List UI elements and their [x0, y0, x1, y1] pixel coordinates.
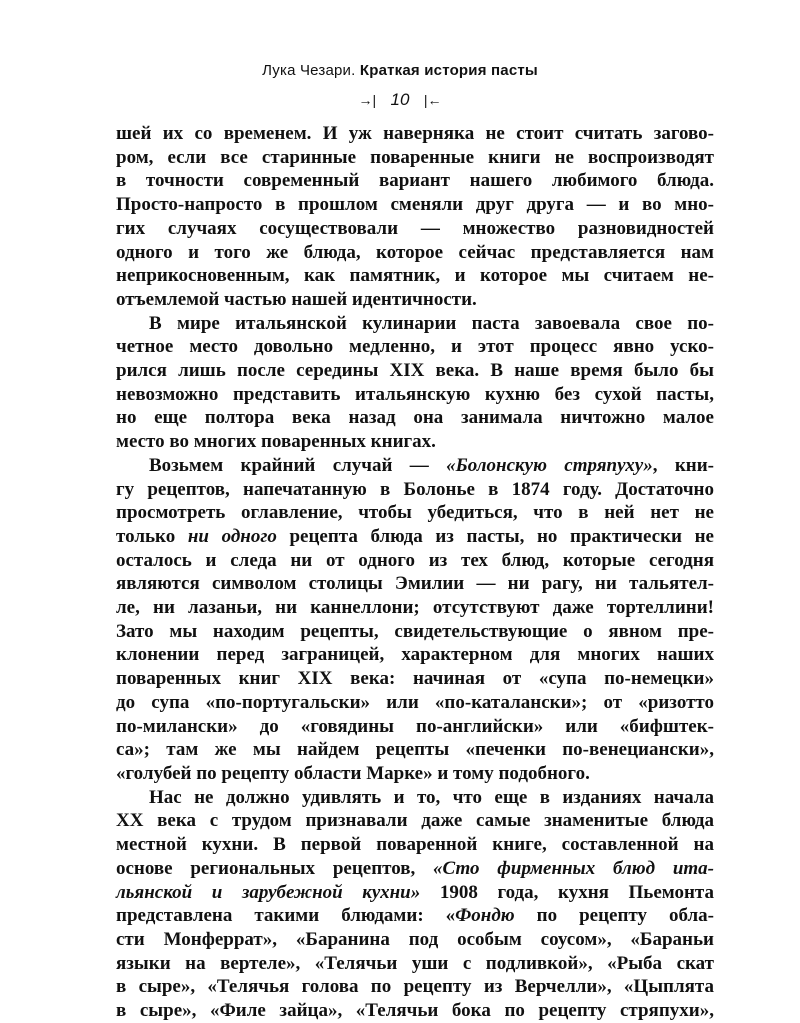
text-run: осталось и следа ни от одного из тех блюд, которые сегодня	[116, 549, 714, 571]
text-line	[116, 525, 714, 549]
text-line	[116, 762, 714, 786]
text-run: Нас не должно удивлять и то, что еще в изданиях начала	[149, 786, 714, 808]
text-run: рецепта блюда из пасты, но практически не	[276, 525, 714, 547]
text-line	[116, 952, 714, 976]
italic-title-text: Фондю	[455, 905, 515, 927]
text-run: рился лишь после середины XIX века. В наше время было бы	[116, 360, 714, 382]
text-run: являются символом столицы Эмилии — ни рагу, ни тальятел-	[116, 573, 714, 595]
text-line	[116, 975, 714, 999]
text-run: только	[116, 525, 188, 547]
text-line	[116, 738, 714, 762]
text-run: в сыре», «Телячья голова по рецепту из Верчелли», «Цыплята	[116, 976, 714, 998]
text-line	[116, 691, 714, 715]
text-run: но еще полтора века назад она занимала ничтожно малое	[116, 407, 714, 429]
text-run: основе региональных рецептов,	[116, 857, 434, 879]
text-line	[116, 146, 714, 170]
text-line	[116, 122, 714, 146]
text-run: просмотреть оглавление, чтобы убедиться, что в ней нет не	[116, 502, 714, 524]
italic-title-text: «Сто фирменных блюд ита-	[433, 857, 714, 879]
text-line	[116, 501, 714, 525]
text-line	[116, 904, 714, 928]
text-run: одного и того же блюда, которое сейчас представляется нам	[116, 241, 714, 263]
text-line	[116, 643, 714, 667]
text-line	[116, 335, 714, 359]
text-run: четное место довольно медленно, и этот процесс явно уско-	[116, 336, 714, 358]
italic-title-text: льянской и зарубежной кухни»	[116, 881, 421, 903]
text-line	[116, 833, 714, 857]
book-title: Краткая история пасты	[359, 62, 538, 79]
text-line	[116, 809, 714, 833]
text-run: 1908 года, кухня Пьемонта	[420, 881, 714, 903]
page-number: 10	[390, 90, 410, 109]
text-run: шей их со временем. И уж наверняка не стоит считать загово-	[116, 123, 714, 144]
text-run: ром, если все старинные поваренные книги не воспроизводят	[116, 146, 714, 168]
text-line	[116, 430, 714, 454]
text-line	[116, 549, 714, 573]
text-run: в точности современный вариант нашего любимого блюда.	[116, 170, 714, 192]
author-name: Лука Чезари.	[262, 62, 356, 79]
text-line	[116, 454, 714, 478]
text-line	[116, 999, 714, 1023]
text-line	[116, 359, 714, 383]
text-line	[116, 928, 714, 952]
text-run: место во многих поваренных книгах.	[116, 431, 436, 453]
text-line	[116, 881, 714, 905]
text-run: сти Монферрат», «Баранина под особым соусом», «Бараньи	[116, 928, 714, 950]
text-line	[116, 572, 714, 596]
text-run: гих случаях сосуществовали — множество разновидностей	[116, 217, 714, 239]
body-text	[116, 122, 714, 1023]
text-run: языки на вертеле», «Телячьи уши с подливкой», «Рыба скат	[116, 952, 714, 974]
text-run: клонении перед заграницей, характерном для многих наших	[116, 644, 714, 666]
text-line	[116, 715, 714, 739]
text-run: в сыре», «Филе зайца», «Телячьи бока по рецепту стряпухи»,	[116, 1000, 714, 1022]
text-line	[116, 264, 714, 288]
paragraph	[116, 786, 714, 1023]
page-number-block	[0, 90, 800, 110]
text-line	[116, 478, 714, 502]
text-run: са»; там же мы найдем рецепты «печенки по-венециански»,	[116, 739, 714, 761]
text-run: «голубей по рецепту области Марке» и тому подобного.	[116, 762, 590, 784]
text-line	[116, 288, 714, 312]
text-run: местной кухни. В первой поваренной книге, составленной на	[116, 834, 714, 856]
paragraph	[116, 122, 714, 312]
text-line	[116, 241, 714, 265]
text-line	[116, 857, 714, 881]
text-line	[116, 383, 714, 407]
text-run: по рецепту обла-	[514, 905, 714, 927]
text-run: гу рецептов, напечатанную в Болонье в 1874 году. Достаточно	[116, 478, 714, 500]
paragraph	[116, 312, 714, 454]
right-arrow-icon: |←	[423, 92, 442, 108]
text-line	[116, 667, 714, 691]
text-run: неприкосновенным, как памятник, и которое мы считаем не-	[116, 265, 714, 287]
text-line	[116, 406, 714, 430]
text-line	[116, 193, 714, 217]
text-run: В мире итальянской кулинарии паста завоевала свое по-	[149, 312, 714, 334]
text-run: , кни-	[652, 454, 715, 476]
paragraph	[116, 454, 714, 786]
text-run: ле, ни лазаньи, ни каннеллони; отсутствуют даже тортеллини!	[116, 597, 714, 619]
running-head	[0, 62, 800, 79]
text-run: по-милански» до «говядины по-английски» или «бифштек-	[116, 715, 714, 737]
text-run: Просто-напросто в прошлом сменяли друг друга — и во мно-	[116, 194, 714, 216]
text-run: отъемлемой частью нашей идентичности.	[116, 288, 477, 310]
text-run: Возьмем крайний случай —	[149, 454, 447, 476]
text-line	[116, 620, 714, 644]
text-run: невозможно представить итальянскую кухню без сухой пасты,	[116, 383, 714, 405]
text-line	[116, 169, 714, 193]
text-line	[116, 217, 714, 241]
text-run: представлена такими блюдами: «	[116, 905, 456, 927]
text-run: до супа «по-португальски» или «по-каталански»; от «ризотто	[116, 691, 714, 713]
text-line	[116, 312, 714, 336]
italic-title-text: «Болонскую стряпуху»	[446, 454, 653, 476]
text-run: поваренных книг XIX века: начиная от «супа по-немецки»	[116, 668, 714, 690]
text-line	[116, 786, 714, 810]
text-run: Зато мы находим рецепты, свидетельствующие о явном пре-	[116, 620, 714, 642]
text-run: XX века с трудом признавали даже самые знаменитые блюда	[116, 810, 714, 832]
italic-title-text: ни одного	[187, 525, 277, 547]
text-line	[116, 596, 714, 620]
left-arrow-icon: →|	[358, 92, 377, 108]
